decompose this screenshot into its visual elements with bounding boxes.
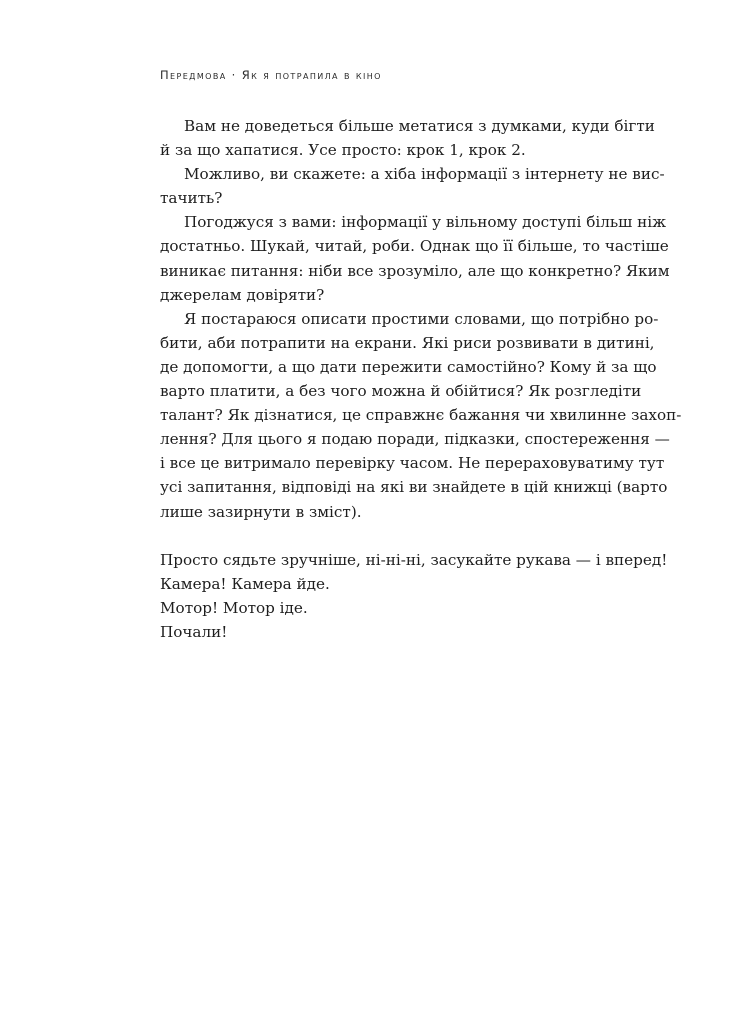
text-line: варто платити, а без чого можна й обійтися? Як розгледіти	[160, 382, 642, 401]
closing-block	[160, 548, 668, 644]
text-line: і все це витримало перевірку часом. Не перераховуватиму тут	[160, 454, 665, 473]
paragraph-1	[160, 114, 655, 162]
closing-line: Камера! Камера йде.	[160, 574, 330, 593]
text-line: де допомогти, а що дати пережити самостійно? Кому й за що	[160, 357, 657, 376]
text-line: усі запитання, відповіді на які ви знайдете в цій книжці (варто	[160, 478, 668, 497]
text-line: виникає питання: ніби все зрозуміло, але що конкретно? Яким	[160, 261, 670, 280]
paragraph-gap	[160, 524, 622, 548]
closing-line: Почали!	[160, 622, 228, 641]
paragraph-3	[160, 210, 670, 306]
text-line: достатньо. Шукай, читай, роби. Однак що її більше, то частіше	[160, 237, 669, 256]
paragraph-4	[160, 307, 682, 524]
paragraph-2	[160, 162, 665, 210]
closing-line: Мотор! Мотор іде.	[160, 598, 308, 617]
running-head-separator: ·	[231, 68, 237, 82]
text-line: лише зазирнути в зміст).	[160, 502, 362, 521]
running-head	[160, 68, 382, 82]
running-head-chapter: Як я потрапила в кіно	[241, 68, 382, 82]
running-head-section: Передмова	[160, 68, 227, 82]
text-line: талант? Як дізнатися, це справжнє бажання чи хвилинне захоп-	[160, 406, 682, 425]
closing-line: Просто сядьте зручніше, ні-ні-ні, засукайте рукава — і вперед!	[160, 550, 668, 569]
text-line: джерелам довіряти?	[160, 285, 325, 304]
text-line: лення? Для цього я подаю поради, підказки, спостереження —	[160, 430, 670, 449]
text-line: Можливо, ви скажете: а хіба інформації з інтернету не вис-	[184, 165, 665, 184]
text-line: Погоджуся з вами: інформації у вільному доступі більш ніж	[184, 213, 667, 232]
text-line: Я постараюся описати простими словами, що потрібно ро-	[184, 309, 659, 328]
text-line: бити, аби потрапити на екрани. Які риси розвивати в дитині,	[160, 333, 655, 352]
text-line: тачить?	[160, 189, 223, 208]
text-line: Вам не доведеться більше метатися з думками, куди бігти	[184, 117, 655, 135]
body-text	[160, 114, 682, 644]
text-line: й за що хапатися. Усе просто: крок 1, крок 2.	[160, 141, 526, 160]
